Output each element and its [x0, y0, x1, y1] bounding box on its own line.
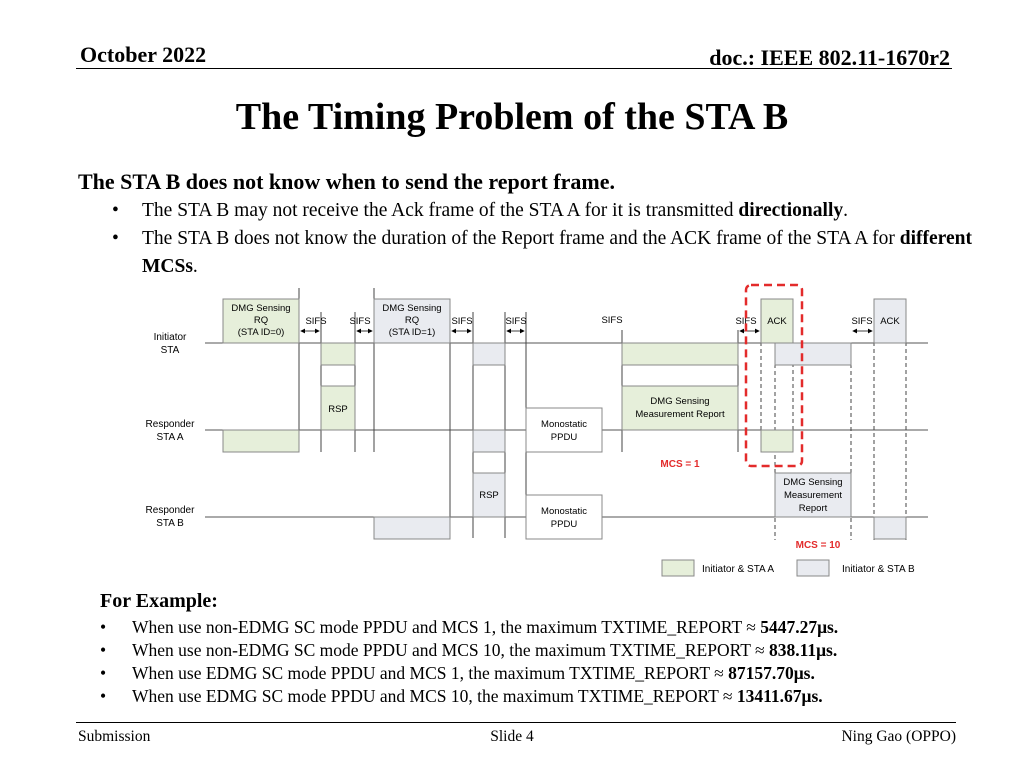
dmg-sensing-report-sta-a: [622, 386, 738, 430]
mono-label-a: Monostatic PPDU: [541, 419, 587, 443]
bullet-1-emphasis: directionally: [738, 200, 844, 221]
sta-a-rx-rq: [223, 430, 299, 452]
example-value: 838.11μs.: [768, 640, 838, 660]
mono-label-b: Monostatic PPDU: [541, 506, 587, 530]
sta-a-ack-rx: [761, 430, 793, 452]
ack-label-a: ACK: [767, 316, 787, 327]
rsp-label-a: RSP: [328, 404, 348, 415]
example-value: 87157.70μs.: [728, 663, 815, 683]
row-label-initiator: Initiator STA: [153, 332, 187, 356]
bullet-1-end: .: [843, 200, 848, 221]
mcs-label-b: MCS = 10: [795, 540, 841, 551]
rq1-label: DMG Sensing RQ (STA ID=1): [382, 303, 442, 338]
example-text: When use EDMG SC mode PPDU and MCS 1, the maximum TXTIME_REPORT ≈: [132, 663, 729, 683]
sifs-label: SIFS: [505, 316, 527, 327]
bullet-glyph: •: [100, 617, 107, 637]
bullet-glyph: •: [112, 200, 119, 221]
bullet-1-text: The STA B may not receive the Ack frame of the STA A for it is transmitted: [142, 200, 739, 221]
bullet-glyph: •: [100, 686, 107, 706]
example-heading: For Example:: [100, 590, 218, 612]
sifs-label: SIFS: [601, 315, 623, 326]
ack-label-b: ACK: [880, 316, 900, 327]
footer-submission: Submission: [78, 728, 151, 745]
legend-label-sta-a: Initiator & STA A: [702, 564, 775, 575]
lead-statement: The STA B does not know when to send the report frame.: [78, 169, 615, 194]
slide-title: The Timing Problem of the STA B: [235, 96, 789, 138]
header-date: October 2022: [80, 42, 207, 67]
bullet-glyph: •: [100, 663, 107, 683]
bullet-glyph: •: [112, 228, 119, 249]
legend-swatch-sta-a: [662, 560, 694, 576]
example-text: When use non-EDMG SC mode PPDU and MCS 10, the maximum TXTIME_REPORT ≈: [132, 640, 769, 660]
footer-divider: [76, 722, 956, 723]
footer-author: Ning Gao (OPPO): [841, 728, 956, 745]
example-text: When use EDMG SC mode PPDU and MCS 10, the maximum TXTIME_REPORT ≈: [132, 686, 737, 706]
legend-label-sta-b: Initiator & STA B: [842, 564, 915, 575]
bullet-2-end: .: [192, 256, 198, 277]
bullet-2-text: The STA B does not know the duration of the Report frame and the ACK frame of the STA A for: [142, 228, 900, 249]
initiator-rx-report-b: [775, 343, 851, 365]
mcs-label-a: MCS = 1: [660, 459, 700, 470]
initiator-ack-gray: [473, 343, 505, 365]
sta-b-rx-rq: [374, 517, 450, 539]
sta-a-rx-gray: [473, 430, 505, 452]
sta-b-ack-rx: [874, 517, 906, 539]
report-b-label: DMG Sensing Measurement Report: [783, 477, 843, 514]
footer-slide-number: Slide 4: [490, 728, 534, 745]
legend-swatch-sta-b: [797, 560, 829, 576]
sifs-label: SIFS: [305, 316, 327, 327]
sifs-label: SIFS: [349, 316, 371, 327]
example-text: When use non-EDMG SC mode PPDU and MCS 1, the maximum TXTIME_REPORT ≈: [132, 617, 761, 637]
monostatic-ppdu-sta-b: [526, 495, 602, 539]
sifs-label: SIFS: [735, 316, 757, 327]
initiator-rx-report-a: [622, 343, 738, 365]
row-label-sta-b: Responder STA B: [145, 505, 195, 529]
bullet-2-emphasis: different MCSs: [142, 228, 972, 277]
sifs-label: SIFS: [451, 316, 473, 327]
sifs-label: SIFS: [851, 316, 873, 327]
rsp-label-b: RSP: [479, 490, 499, 501]
report-a-label: DMG Sensing Measurement Report: [635, 396, 725, 420]
header-doc-id: doc.: IEEE 802.11-1670r2: [709, 45, 950, 70]
example-value: 13411.67μs.: [736, 686, 823, 706]
initiator-ack-green: [321, 343, 355, 365]
bullet-glyph: •: [100, 640, 107, 660]
monostatic-ppdu-sta-a: [526, 408, 602, 452]
row-label-sta-a: Responder STA A: [145, 419, 195, 443]
example-value: 5447.27μs.: [760, 617, 839, 637]
rq0-label: DMG Sensing RQ (STA ID=0): [231, 303, 291, 338]
